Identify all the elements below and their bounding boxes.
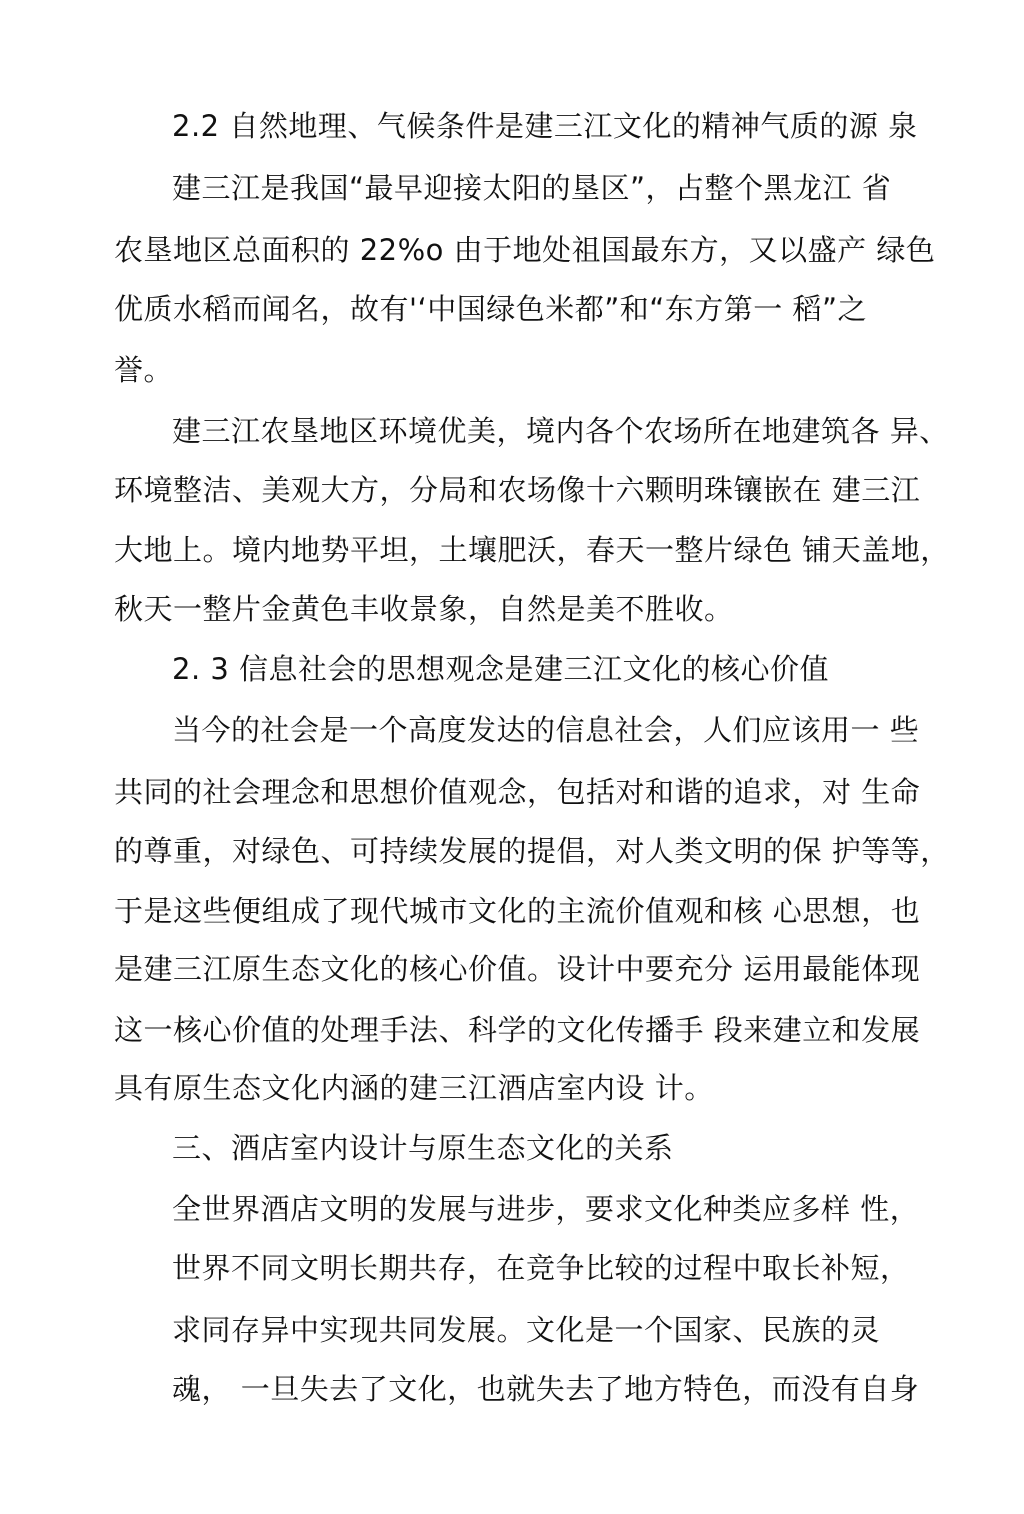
section-heading-2-2: 2.2 自然地理、气候条件是建三江文化的精神气质的源 泉 xyxy=(172,109,918,143)
section-heading-3: 三、酒店室内设计与原生态文化的关系 xyxy=(172,1131,674,1165)
paragraph-line: 共同的社会理念和思想价值观念，包括对和谐的追求，对 生命 xyxy=(114,775,921,809)
paragraph-line: 大地上。境内地势平坦，土壤肥沃，春天一整片绿色 铺天盖地， xyxy=(114,533,950,567)
paragraph-line: 具有原生态文化内涵的建三江酒店室内设 计。 xyxy=(114,1071,714,1105)
paragraph-line: 农垦地区总面积的 22%o 由于地处祖国最东方，又以盛产 绿色 xyxy=(114,233,936,267)
paragraph-line: 全世界酒店文明的发展与进步，要求文化种类应多样 性， xyxy=(172,1192,920,1226)
paragraph-line: 于是这些便组成了现代城市文化的主流价值观和核 心思想，也 xyxy=(114,894,921,928)
section-heading-2-3: 2. 3 信息社会的思想观念是建三江文化的核心价值 xyxy=(172,652,830,686)
paragraph-line: 秋天一整片金黄色丰收景象，自然是美不胜收。 xyxy=(114,592,734,626)
paragraph-line: 建三江农垦地区环境优美，境内各个农场所在地建筑各 异、 xyxy=(172,414,949,448)
paragraph-line: 是建三江原生态文化的核心价值。设计中要充分 运用最能体现 xyxy=(114,952,921,986)
paragraph-line: 誉。 xyxy=(114,353,174,387)
paragraph-line: 魂， 一旦失去了文化，也就失去了地方特色，而没有自身 xyxy=(172,1372,920,1406)
paragraph-line: 这一核心价值的处理手法、科学的文化传播手 段来建立和发展 xyxy=(114,1013,921,1047)
paragraph-line: 优质水稻而闻名，故有'‘中国绿色米都”和“东方第一 稻”之 xyxy=(114,292,867,326)
paragraph-line: 当今的社会是一个高度发达的信息社会，人们应该用一 些 xyxy=(172,713,920,747)
paragraph-line: 环境整洁、美观大方，分局和农场像十六颗明珠镶嵌在 建三江 xyxy=(114,473,921,507)
paragraph-line: 建三江是我国“最早迎接太阳的垦区”，占整个黑龙江 省 xyxy=(172,171,892,205)
paragraph-line: 世界不同文明长期共存，在竞争比较的过程中取长补短， xyxy=(172,1251,910,1285)
paragraph-line: 求同存异中实现共同发展。文化是一个国家、民族的灵 xyxy=(172,1313,881,1347)
paragraph-line: 的尊重，对绿色、可持续发展的提倡，对人类文明的保 护等等， xyxy=(114,834,950,868)
